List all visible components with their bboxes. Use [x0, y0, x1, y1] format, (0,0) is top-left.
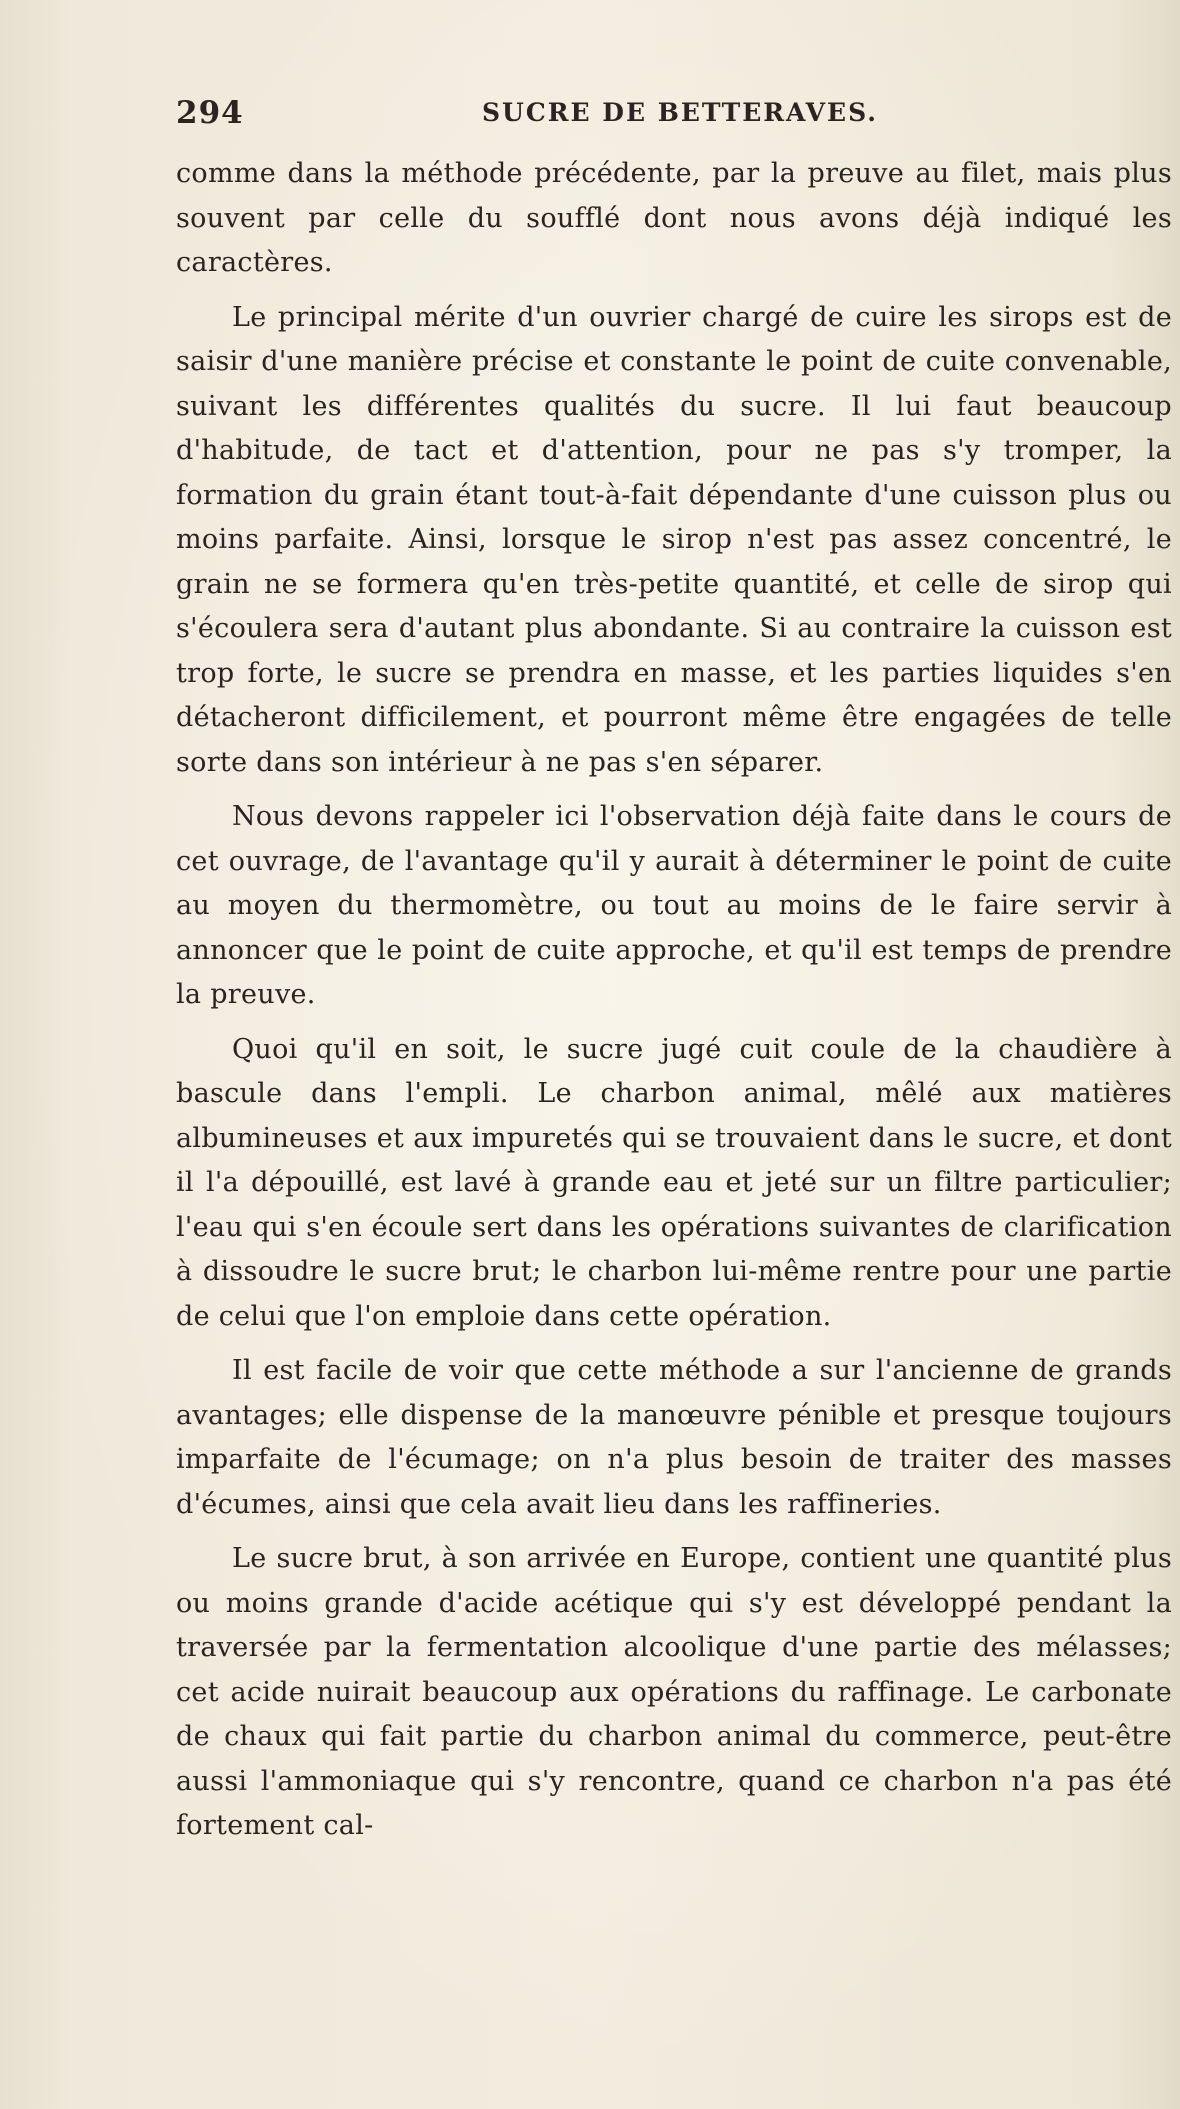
paragraph: Le principal mérite d'un ouvrier chargé de cuire les sirops est de saisir d'une manière précise et constante le point de cuite convenable, suivant les différentes qualités du sucre. Il lui faut beaucoup d'habitude, de tact et d'attention, pour ne pas s'y tromper, la formation du grain étant tout-à-fait dépendante d'une cuisson plus ou moins parfaite. Ainsi, lorsque le sirop n'est pas assez concentré, le grain ne se formera qu'en très-petite quantité, et celle de sirop qui s'écoulera sera d'autant plus abondante. Si au contraire la cuisson est trop forte, le sucre se prendra en masse, et les parties liquides s'en détacheront difficilement, et pourront même être engagées de telle sorte dans son intérieur à ne pas s'en séparer. — [176, 301, 1172, 778]
running-title: SUCRE DE BETTERAVES. — [482, 98, 878, 127]
paragraph: Quoi qu'il en soit, le sucre jugé cuit coule de la chaudière à bascule dans l'empli. Le charbon animal, mêlé aux matières albumineuses et aux impuretés qui se trouvaient dans le sucre, et dont il l'a dépouillé, est lavé à grande eau et jeté sur un filtre particulier; l'eau qui s'en écoule sert dans les opérations suivantes de clarification à dissoudre le sucre brut; le charbon lui-même rentre pour une partie de celui que l'on emploie dans cette opération. — [176, 1033, 1172, 1332]
paragraph: Le sucre brut, à son arrivée en Europe, contient une quantité plus ou moins grande d'acide acétique qui s'y est développé pendant la traversée par la fermentation alcoolique d'une partie des mélasses; cet acide nuirait beaucoup aux opérations du raffinage. Le carbonate de chaux qui fait partie du charbon animal du commerce, peut-être aussi l'ammoniaque qui s'y rencontre, quand ce charbon n'a pas été fortement cal- — [176, 1543, 1172, 1841]
paragraph: Nous devons rappeler ici l'observation déjà faite dans le cours de cet ouvrage, de l'avantage qu'il y aurait à déterminer le point de cuite au moyen du thermomètre, ou tout au moins de le faire servir à annoncer que le point de cuite approche, et qu'il est temps de prendre la preuve. — [176, 801, 1172, 1010]
body-text — [176, 152, 1172, 2072]
page-number: 294 — [176, 95, 244, 131]
paragraph: Il est facile de voir que cette méthode a sur l'ancienne de grands avantages; elle dispense de la manœuvre pénible et presque toujours imparfaite de l'écumage; on n'a plus besoin de traiter des masses d'écumes, ainsi que cela avait lieu dans les raffineries. — [176, 1355, 1172, 1520]
page-header — [176, 95, 1166, 135]
paragraph-continuation: comme dans la méthode précédente, par la preuve au filet, mais plus souvent par celle du soufflé dont nous avons déjà indiqué les caractères. — [176, 158, 1172, 278]
